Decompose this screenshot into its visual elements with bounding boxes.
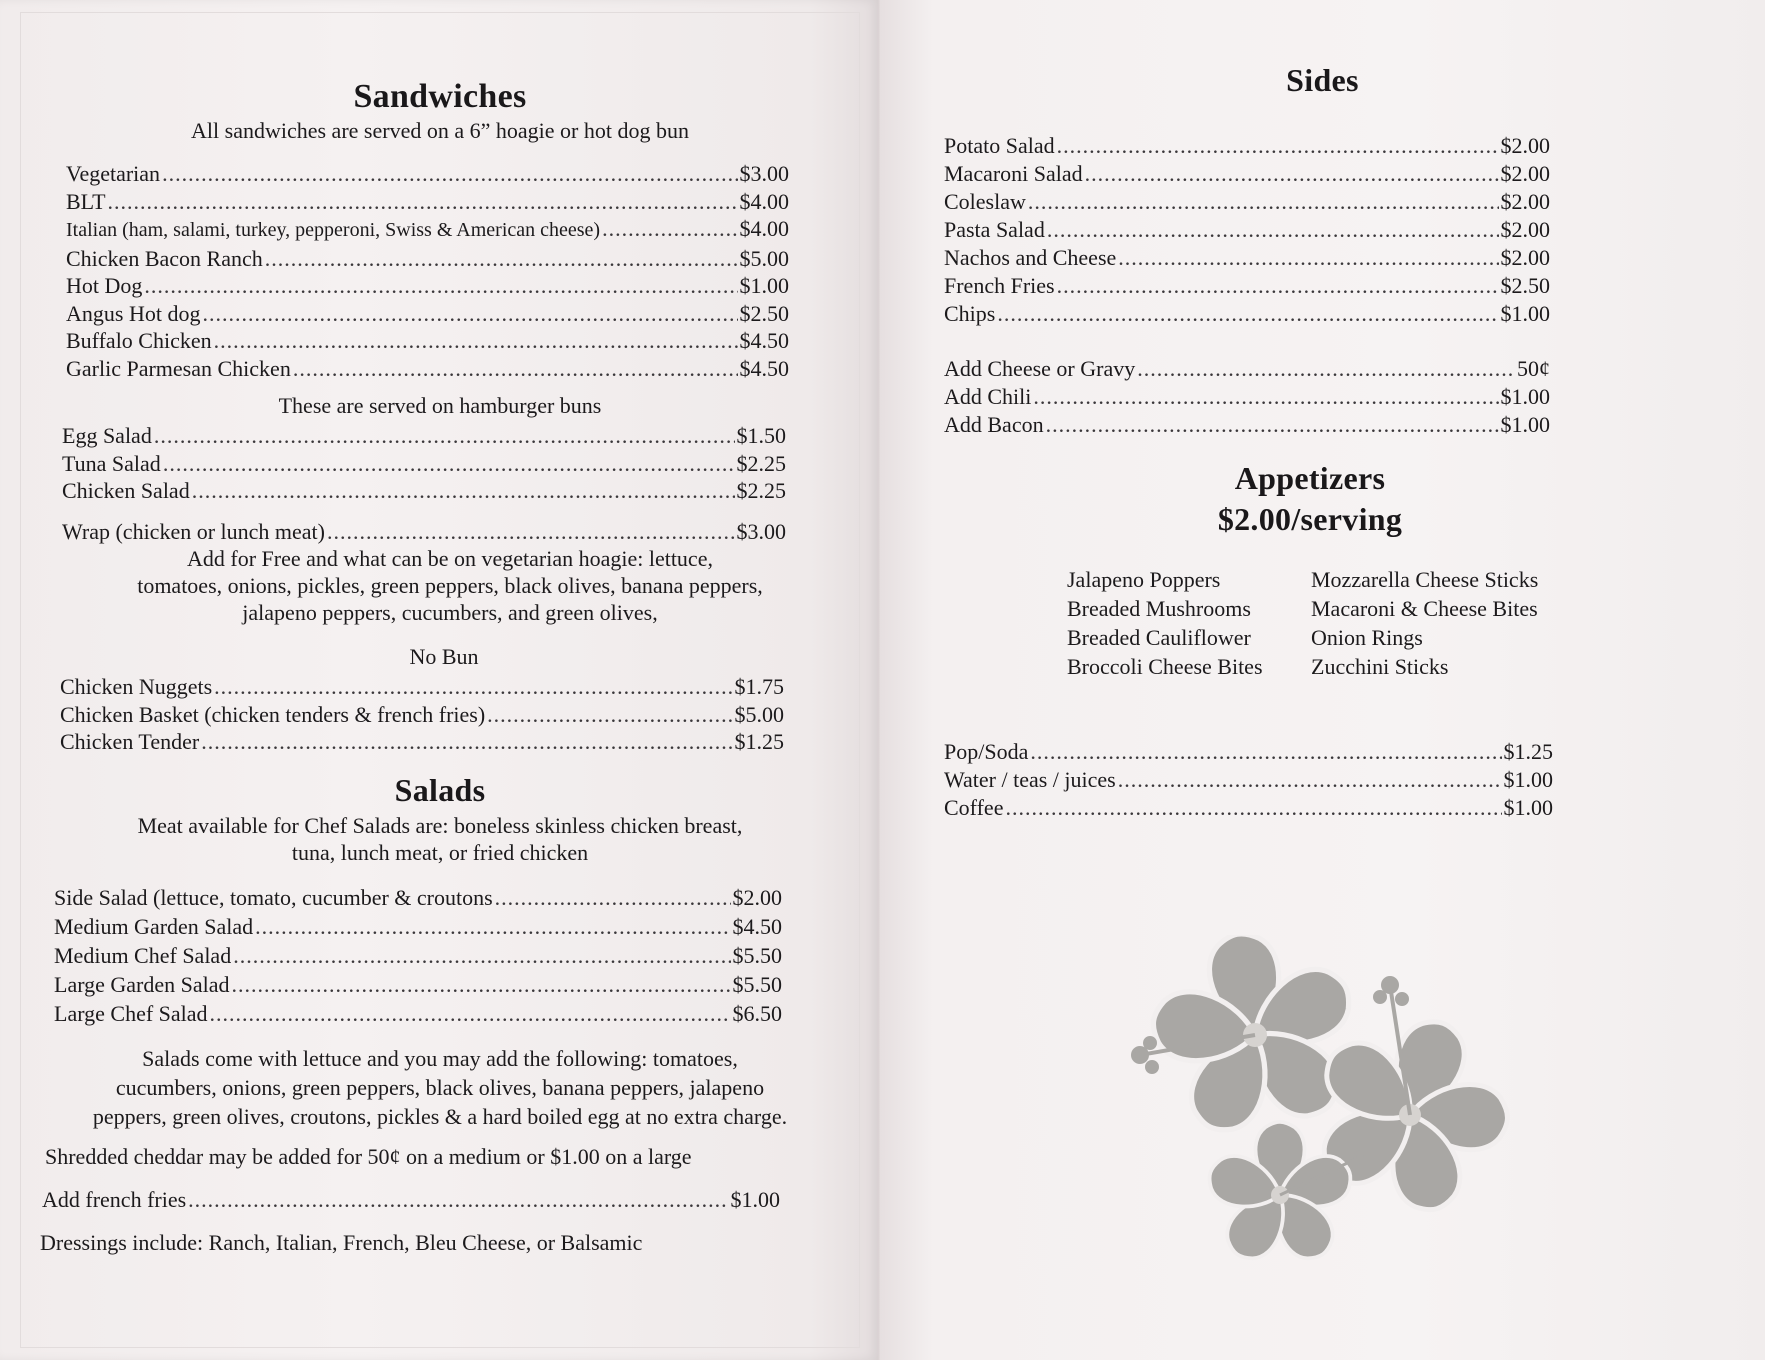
salads-section <box>40 772 840 809</box>
list-item: Jalapeno Poppers <box>1067 567 1221 592</box>
appetizers-price: $2.00/serving <box>1217 501 1403 537</box>
menu-item: Add Chili ..... $1.00 <box>944 383 1550 411</box>
menu-item: Angus Hot dog ..... $2.50 <box>66 300 789 328</box>
menu-item: Egg Salad ..... $1.50 <box>62 422 786 450</box>
menu-item: Add Bacon ..... $1.00 <box>944 411 1550 439</box>
appetizer-column-1 <box>1067 565 1311 681</box>
cheddar-note: Shredded cheddar may be added for 50¢ on a medium or $1.00 on a large <box>45 1144 692 1169</box>
drinks-list <box>944 738 1553 822</box>
hamburger-list <box>62 422 786 505</box>
list-item: Breaded Mushrooms <box>1067 596 1251 621</box>
list-item: Broccoli Cheese Bites <box>1067 654 1263 679</box>
menu-item: Chips ..... $1.00 <box>944 300 1550 328</box>
sides-title: Sides <box>1286 62 1359 98</box>
menu-item: Hot Dog ..... $1.00 <box>66 272 789 300</box>
menu-item: Large Chef Salad ..... $6.50 <box>54 999 782 1028</box>
appetizers-title: Appetizers <box>1234 460 1386 496</box>
sandwiches-section <box>40 78 840 144</box>
menu-item: BLT ..... $4.00 <box>66 188 789 216</box>
menu-item: Pasta Salad ..... $2.00 <box>944 216 1550 244</box>
menu-item: Buffalo Chicken ..... $4.50 <box>66 327 789 355</box>
menu-item: Wrap (chicken or lunch meat) ..... $3.00 <box>62 518 786 546</box>
list-item: Macaroni & Cheese Bites <box>1311 596 1538 621</box>
menu-item: French Fries ..... $2.50 <box>944 272 1550 300</box>
sandwiches-title: Sandwiches <box>353 78 527 115</box>
salad-addons-note: Salads come with lettuce and you may add the following: tomatoes, cucumbers, onions, green peppers, black olives, banana peppers, jalapeno peppers, green olives, croutons, pickles & a hard boiled egg at no extra charge. <box>92 1046 788 1129</box>
menu-item: Medium Chef Salad ..... $5.50 <box>54 941 782 970</box>
hamburger-note: These are served on hamburger buns <box>278 393 602 418</box>
menu-item: Chicken Basket (chicken tenders & french fries) ..... $5.00 <box>60 701 784 729</box>
menu-item: Chicken Nuggets ..... $1.75 <box>60 673 784 701</box>
right-page <box>880 0 1765 1360</box>
menu-item: Tuna Salad ..... $2.25 <box>62 450 786 478</box>
left-page <box>0 0 880 1360</box>
menu-item: Italian (ham, salami, turkey, pepperoni, Swiss & American cheese) ..... $4.00 <box>66 215 789 245</box>
sandwich-list <box>66 160 789 382</box>
menu-item: Add Cheese or Gravy ..... 50¢ <box>944 355 1550 383</box>
sides-list <box>944 132 1550 328</box>
salad-list <box>54 883 782 1028</box>
wrap-note: Add for Free and what can be on vegetarian hoagie: lettuce, tomatoes, onions, pickles, green peppers, black olives, banana peppers, jalapeno peppers, cucumbers, and green olives, <box>137 546 763 625</box>
menu-item: Large Garden Salad ..... $5.50 <box>54 970 782 999</box>
sandwiches-subtitle: All sandwiches are served on a 6” hoagie or hot dog bun <box>191 118 689 143</box>
salads-title: Salads <box>394 772 486 808</box>
menu-item: Chicken Salad ..... $2.25 <box>62 477 786 505</box>
salads-subtitle: Meat available for Chef Salads are: boneless skinless chicken breast, tuna, lunch meat, or fried chicken <box>137 813 743 865</box>
hibiscus-flowers-icon <box>1120 935 1520 1285</box>
list-item: Mozzarella Cheese Sticks <box>1311 567 1539 592</box>
menu-item: Nachos and Cheese ..... $2.00 <box>944 244 1550 272</box>
list-item: Breaded Cauliflower <box>1067 625 1251 650</box>
list-item: Onion Rings <box>1311 625 1423 650</box>
menu-item: Side Salad (lettuce, tomato, cucumber & croutons ..... $2.00 <box>54 883 782 912</box>
menu-item: Potato Salad ..... $2.00 <box>944 132 1550 160</box>
menu-item: Coffee ..... $1.00 <box>944 794 1553 822</box>
menu-item: Chicken Tender ..... $1.25 <box>60 728 784 756</box>
wrap-item <box>62 518 786 546</box>
dressings-note: Dressings include: Ranch, Italian, French, Bleu Cheese, or Balsamic <box>40 1230 643 1255</box>
appetizers-list <box>1067 565 1571 681</box>
menu-item: Chicken Bacon Ranch ..... $5.00 <box>66 245 789 273</box>
menu-item: Water / teas / juices ..... $1.00 <box>944 766 1553 794</box>
menu-item: Coleslaw ..... $2.00 <box>944 188 1550 216</box>
sides-addons <box>944 355 1550 439</box>
menu-item: Add french fries ..... $1.00 <box>42 1186 780 1214</box>
menu-item: Medium Garden Salad ..... $4.50 <box>54 912 782 941</box>
fries-item <box>42 1186 780 1214</box>
menu-item: Garlic Parmesan Chicken ..... $4.50 <box>66 355 789 383</box>
no-bun-label: No Bun <box>409 644 479 669</box>
appetizer-column-2 <box>1311 565 1571 681</box>
menu-item: Pop/Soda ..... $1.25 <box>944 738 1553 766</box>
no-bun-list <box>60 673 784 756</box>
menu-item: Macaroni Salad ..... $2.00 <box>944 160 1550 188</box>
list-item: Zucchini Sticks <box>1311 654 1449 679</box>
menu-item: Vegetarian ..... $3.00 <box>66 160 789 188</box>
